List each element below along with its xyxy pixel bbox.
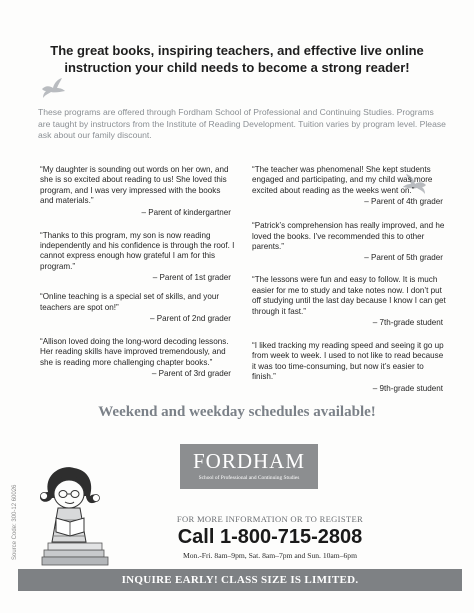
- schedules-banner: Weekend and weekday schedules available!: [98, 404, 376, 420]
- testimonial-text: “Allison loved doing the long-word decoding lessons. Her reading skills have improved tremendously, and she is reading more challenging chapter books.”: [40, 337, 229, 367]
- testimonials-left-column: [40, 165, 235, 390]
- headline: The great books, inspiring teachers, and effective live online instruction your child needs to become a strong reader!: [50, 43, 424, 75]
- testimonial-text: “My daughter is sounding out words on her own, and she is so excited about reading to us! She loved this program, and I was very impressed with the books and materials.”: [40, 165, 229, 206]
- testimonial: [40, 292, 235, 324]
- testimonial-text: “Thanks to this program, my son is now reading independently and his confidence is through the roof. I cannot express enough how grateful I am for this program.”: [40, 230, 235, 271]
- source-code: Source Code: 300-12 60026: [12, 484, 18, 560]
- testimonial: [252, 221, 447, 263]
- girl-reading-illustration: [36, 462, 126, 572]
- testimonial: [252, 275, 447, 328]
- office-hours: Mon.-Fri. 8am–9pm, Sat. 8am–7pm and Sun. 10am–6pm: [182, 551, 357, 560]
- footer-bar: INQUIRE EARLY! CLASS SIZE IS LIMITED.: [18, 569, 462, 591]
- testimonial-attribution: – Parent of 3rd grader: [151, 369, 231, 379]
- info-lead: FOR MORE INFORMATION OR TO REGISTER: [176, 514, 364, 524]
- fordham-logo: [180, 444, 318, 489]
- logo-name: FORDHAM: [192, 449, 306, 473]
- testimonial: [252, 165, 447, 207]
- phone-number[interactable]: Call 1-800-715-2808: [177, 526, 363, 548]
- bird-icon: [40, 77, 66, 99]
- testimonial-attribution: – Parent of 2nd grader: [150, 314, 231, 324]
- testimonial: [252, 341, 447, 394]
- testimonial-attribution: – Parent of 5th grader: [364, 253, 443, 263]
- logo-subtitle: School of Professional and Continuing Studies: [198, 475, 300, 481]
- testimonial-attribution: – Parent of 4th grader: [364, 197, 443, 207]
- testimonial-text: “The lessons were fun and easy to follow. It is much easier for me to study and take notes now. I don’t put off studying until the last day because I know I can get through it fast.”: [252, 275, 446, 316]
- testimonial-text: “I liked tracking my reading speed and seeing it go up from week to week. I used to not like to read because it was too time-consuming, but now it’s easier to finish.”: [252, 341, 444, 382]
- testimonial-attribution: – Parent of 1st grader: [152, 273, 231, 283]
- testimonial-text: “The teacher was phenomenal! She kept students engaged and participating, and my child was more excited about reading as the weeks went on.”: [252, 165, 433, 195]
- intro-paragraph: These programs are offered through Fordham School of Professional and Continuing Studies. Programs are taught by instructors from the Institute of Reading Development. Tuition varies by program level. Please ask about our family discount.: [38, 107, 446, 140]
- testimonial-attribution: – 7th-grade student: [372, 318, 443, 328]
- testimonial-text: “Online teaching is a special set of skills, and your teachers are spot on!”: [40, 292, 220, 312]
- testimonial-attribution: – 9th-grade student: [372, 383, 443, 393]
- testimonial: [40, 337, 235, 379]
- testimonial: [40, 165, 235, 218]
- testimonial-text: “Patrick’s comprehension has really improved, and he loved the books. I’ve recommended this to other parents.”: [252, 221, 445, 252]
- testimonial-attribution: – Parent of kindergartner: [141, 207, 231, 217]
- testimonial: [40, 231, 235, 284]
- testimonials-right-column: [252, 165, 447, 405]
